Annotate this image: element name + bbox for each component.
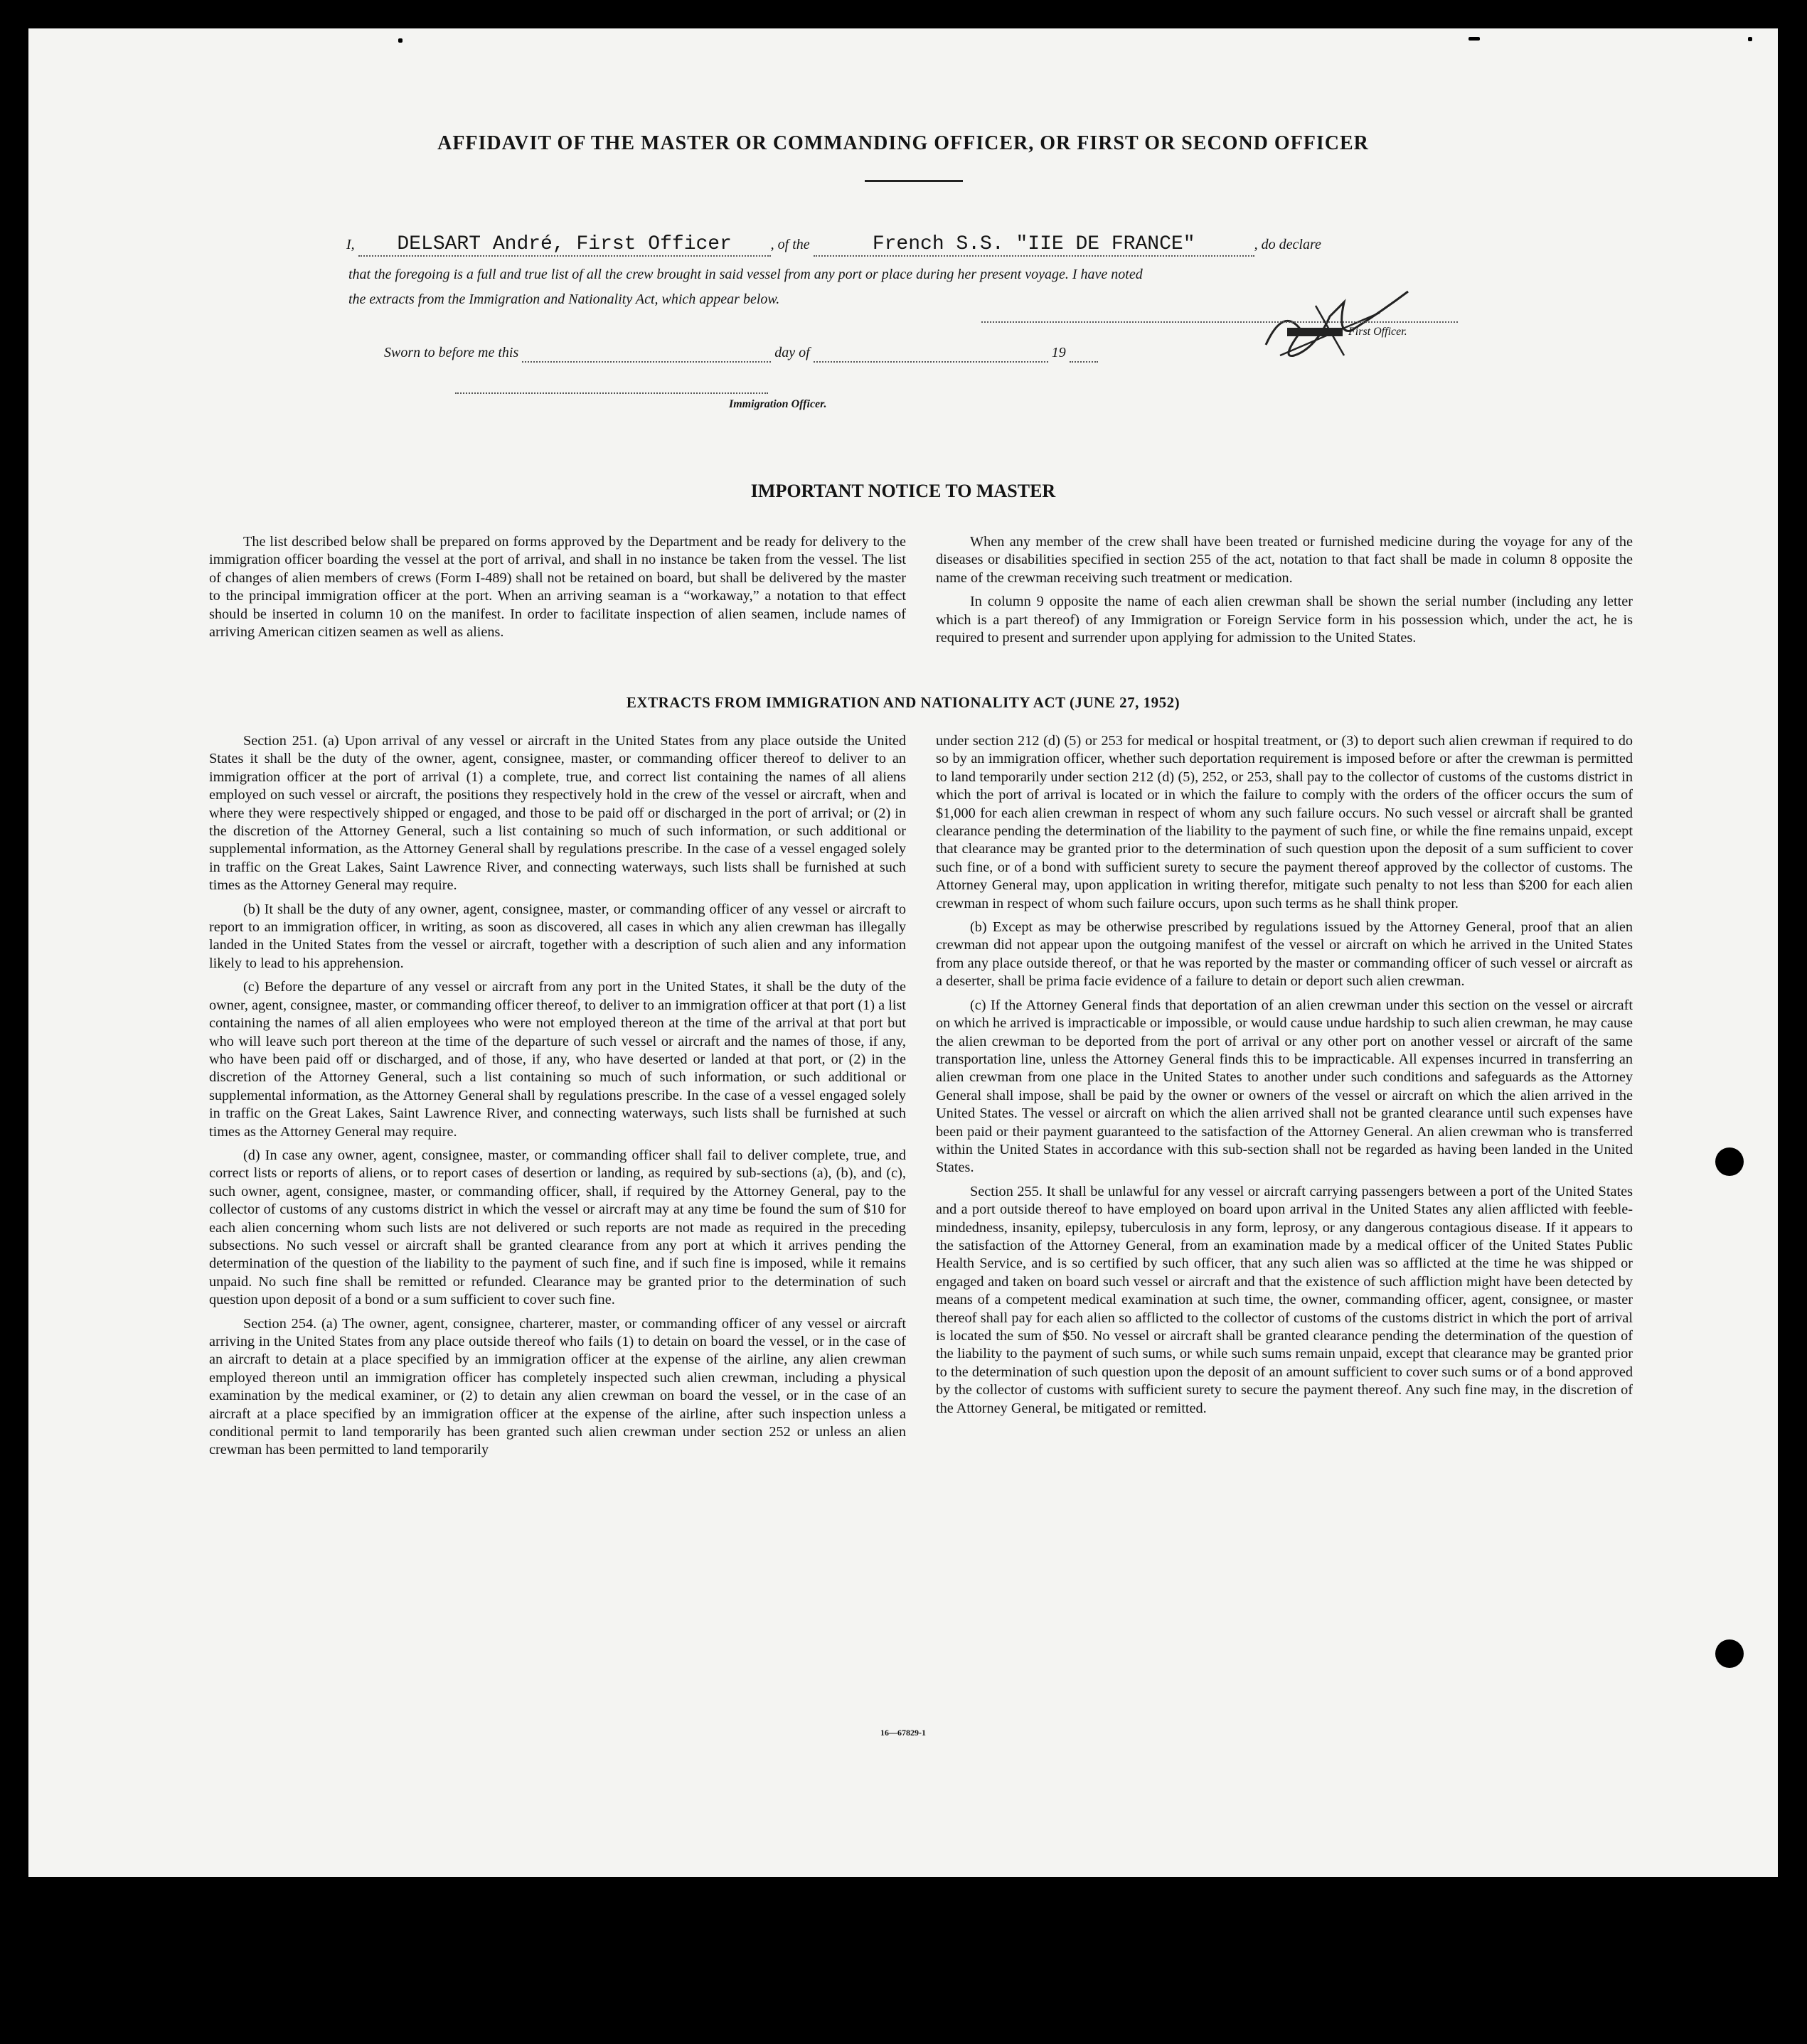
- declaration-line-2: that the foregoing is a full and true list of all the crew brought in said vessel from any port or place during her present voyage. I have noted: [348, 267, 1143, 282]
- signature-caption-text: First Officer.: [1348, 326, 1407, 338]
- notice-right-paragraph-2: In column 9 opposite the name of each alien crewman shall be shown the serial number (including any letter which is a part thereof) of any Immigration or Foreign Service form in his possession which, under the act, he is required to present and surrender upon applying for admission to the United States.: [936, 594, 1633, 646]
- declaration-prefix: I,: [346, 237, 355, 252]
- form-number: 16—67829-1: [880, 1728, 926, 1738]
- notice-left-column: [209, 533, 906, 647]
- extract-right-paragraph-4: Section 255. It shall be unlawful for any vessel or aircraft carrying passengers between a port of the United States and a port outside thereof to have employed on board upon arrival in the United States any alien afflicted with feeble-mindedness, insanity, epilepsy, tuberculosis in any form, leprosy, or any dangerous contagious disease. If it appears to the satisfaction of the Attorney General, from an examination made by a medical officer of the United States Public Health Service, and is so certified by such officer, that any such alien was so afflicted at the time he was shipped or engaged and taken on board such vessel or aircraft and that the existence of such affliction might have been detected by means of a competent medical examination at such time, the owner, commanding officer, agent, consignee, or master thereof shall pay for each alien so afflicted to the collector of customs of the customs district in which the port of arrival is located the sum of $50. No vessel or aircraft shall be granted clearance pending the determination of the question of the liability to the payment of such sums, or while such sums remain unpaid, except that clearance may be granted prior to the determination of such question upon the deposit of an amount sufficient to cover such sums or of a bond approved by the collector of customs with sufficient surety to secure the payment thereof. Any such fine may, in the discretion of the Attorney General, be mitigated or remitted.: [936, 1183, 1633, 1416]
- scan-speck: [1748, 37, 1752, 41]
- scan-speck: [1468, 37, 1480, 41]
- affidavit-title: AFFIDAVIT OF THE MASTER OR COMMANDING OFFICER, OR FIRST OR SECOND OFFICER: [437, 132, 1369, 154]
- immigration-officer-line: [455, 392, 768, 394]
- sworn-line: [384, 345, 1098, 363]
- vessel-value: French S.S. "IIE DE FRANCE": [872, 233, 1195, 255]
- extracts-right-column: [936, 732, 1633, 1423]
- day-of-label: day of: [774, 345, 810, 360]
- signature-caption: [1287, 326, 1407, 338]
- extract-left-paragraph-4: (d) In case any owner, agent, consignee, master, or commanding officer shall fail to deliver complete, true, and correct lists or reports of aliens, or to report cases of desertion or landing, as required by sub-sections (a), (b), and (c), such owner, agent, consignee, master, or commanding officer, shall, if required by the Attorney General, pay to the collector of customs of any customs district in which the vessel or aircraft may at any time be found the sum of $10 for each alien concerning whom such lists are not delivered or such reports are not made as required in the preceding subsections. No such vessel or aircraft shall be granted clearance from any port at which it arrives pending the determination of the question of the liability to the payment of such fine, and if such fine is imposed, while it remains unpaid. No such fine shall be remitted or refunded. Clearance may be granted prior to the determination of such question upon deposit of a bond or a sum sufficient to cover such fine.: [209, 1147, 906, 1308]
- year-label: 19: [1051, 345, 1066, 360]
- extract-left-paragraph-2: (b) It shall be the duty of any owner, agent, consignee, master, or commanding officer of any vessel or aircraft to report to an immigration officer, in writing, as soon as discovered, all cases in which any alien crewman has illegally landed in the United States from the vessel or aircraft, together with a description of such alien and any information likely to lead to his apprehension.: [209, 901, 906, 971]
- scan-speck: [398, 38, 403, 43]
- extract-right-paragraph-3: (c) If the Attorney General finds that deportation of an alien crewman under this section on the vessel or aircraft on which he arrived is impracticable or impossible, or would cause undue hardship to such alien crewman, he may cause the alien crewman to be deported from the port of arrival or any other port on another vessel or aircraft of the same transportation line, unless the Attorney General finds this to be impracticable. All expenses incurred in transferring an alien crewman from one place in the United States to another under such conditions and safeguards as the Attorney General shall impose, shall be paid by the owner or owners of the vessel or aircraft on which the alien arrived in the United States. The vessel or aircraft on which the alien arrived shall not be granted clearance until such expenses have been paid or their payment guaranteed to the satisfaction of the Attorney General. An alien crewman who is transferred within the United States in accordance with this sub-section shall not be regarded as having been landed in the United States.: [936, 997, 1633, 1176]
- notice-left-paragraph: The list described below shall be prepared on forms approved by the Department and be ready for delivery to the immigration officer boarding the vessel at the port of arrival, and shall in no instance be taken from the vessel. The list of changes of alien members of crews (Form I-489) shall not be retained on board, but shall be delivered by the master to the principal immigration officer at the port. When an arriving seaman is a “workaway,” a notation to that effect should be inserted in column 10 on the manifest. In order to facilitate inspection of alien seamen, include names of arriving American citizen seamen as well as aliens.: [209, 534, 906, 641]
- signature-line: [981, 321, 1458, 323]
- struck-out-text: [1287, 328, 1343, 336]
- punch-hole-lower: [1715, 1639, 1744, 1668]
- affidavit-page: [28, 28, 1778, 1877]
- notice-right-paragraph-1: When any member of the crew shall have been treated or furnished medicine during the voyage for any of the diseases or disabilities specified in section 255 of the act, notation to that fact shall be made in column 8 opposite the name of the crewman receiving such treatment or medication.: [936, 534, 1633, 586]
- do-declare-label: , do declare: [1254, 237, 1321, 252]
- declaration-line-1: [346, 233, 1321, 257]
- extracts-left-column: [209, 732, 906, 1465]
- extract-left-paragraph-3: (c) Before the departure of any vessel or aircraft from any port in the United States, it shall be the duty of the owner, agent, consignee, master, or commanding officer thereof, to deliver to an immigration officer at that port (1) a list containing the names of all alien employees who were not employed thereon at the time of the arrival at that port but who will leave such port thereon at the time of the departure of such vessel or aircraft and the names of those, if any, who have been paid off or discharged, and of those, if any, who have deserted or landed at that port, or (2) in the discretion of the Attorney General, such a list containing so much of such information, or such additional or supplemental information, as the Attorney General shall by regulations prescribe. In the case of a vessel engaged solely in traffic on the Great Lakes, Saint Lawrence River, and connecting waterways, such lists shall be furnished at such times as the Attorney General may require.: [209, 979, 906, 1140]
- immigration-officer-caption: Immigration Officer.: [729, 398, 827, 410]
- title-rule: [865, 180, 963, 182]
- notice-heading: IMPORTANT NOTICE TO MASTER: [750, 481, 1056, 501]
- extract-left-paragraph-5: Section 254. (a) The owner, agent, consignee, charterer, master, or commanding officer of any vessel or aircraft arriving in the United States from any place outside thereof who fails (1) to detain on board the vessel, or in the case of an aircraft to detain at a place specified by an immigration officer at the expense of the airline, any alien crewman employed thereon until an immigration officer has completely inspected such alien crewman, including a physical examination by the medical examiner, or (2) to detain any alien crewman on board the vessel, or in the case of an aircraft at a place specified by an immigration officer at the expense of the airline, after such inspection unless a conditional permit to land temporarily has been granted such alien crewman under section 252 or unless an alien crewman has been permitted to land temporarily: [209, 1315, 906, 1458]
- extract-right-paragraph-1: under section 212 (d) (5) or 253 for medical or hospital treatment, or (3) to deport such alien crewman if required to do so by an immigration officer, whether such deportation requirement is imposed before or after the crewman is permitted to land temporarily under section 212 (d) (5), 252, or 253, shall pay to the collector of customs of the customs district in which the port of arrival is located or in which the failure to comply with the orders of the officer occurs the sum of $1,000 for each alien crewman in respect of whom any such failure occurs. No such vessel or aircraft shall be granted clearance pending the determination of the liability to the payment of such fine, or while the fine remains unpaid, except that clearance may be granted prior to the determination of such question upon the deposit of a sum sufficient to cover such fine, or of a bond with sufficient surety to secure the payment thereof approved by the collector of customs. The Attorney General may, upon application in writing therefor, mitigate such penalty to not less than $200 for each alien crewman in respect of whom such failure occurs, upon such terms as he shall think proper.: [936, 733, 1633, 911]
- notice-right-column: [936, 533, 1633, 653]
- extracts-heading: EXTRACTS FROM IMMIGRATION AND NATIONALITY ACT (JUNE 27, 1952): [626, 694, 1180, 711]
- sworn-label: Sworn to before me this: [384, 345, 519, 360]
- sworn-date-field: [522, 345, 771, 363]
- year-field: [1070, 345, 1098, 363]
- officer-name-field: [358, 233, 771, 257]
- declaration-line-3: the extracts from the Immigration and Nationality Act, which appear below.: [348, 291, 780, 307]
- extract-left-paragraph-1: Section 251. (a) Upon arrival of any vessel or aircraft in the United States from any place outside the United States it shall be the duty of the owner, agent, consignee, master, or commanding officer thereof to deliver to an immigration officer at the port of arrival (1) a complete, true, and correct list containing the names of all aliens employed on such vessel or aircraft, the positions they respectively hold in the crew of the vessel or aircraft, when and where they were respectively shipped or engaged, and those to be paid off or discharged in the port of arrival; or (2) in the discretion of the Attorney General, such a list containing so much of such information, or such additional or supplemental information, as the Attorney General shall by regulations prescribe. In the case of a vessel engaged solely in traffic on the Great Lakes, Saint Lawrence River, and connecting waterways, such lists shall be furnished at such times as the Attorney General may require.: [209, 733, 906, 894]
- vessel-field: [814, 233, 1254, 257]
- extract-right-paragraph-2: (b) Except as may be otherwise prescribed by regulations issued by the Attorney General, proof that an alien crewman did not appear upon the outgoing manifest of the vessel or aircraft on which he arrived in the United States from any place outside thereof, or that he was reported by the master or commanding officer of such vessel or aircraft as a deserter, shall be prima facie evidence of a failure to detain or deport such alien crewman.: [936, 919, 1633, 990]
- sworn-month-field: [814, 345, 1048, 363]
- of-the-label: , of the: [770, 237, 810, 252]
- officer-name-value: DELSART André, First Officer: [397, 233, 732, 255]
- punch-hole-upper: [1715, 1147, 1744, 1176]
